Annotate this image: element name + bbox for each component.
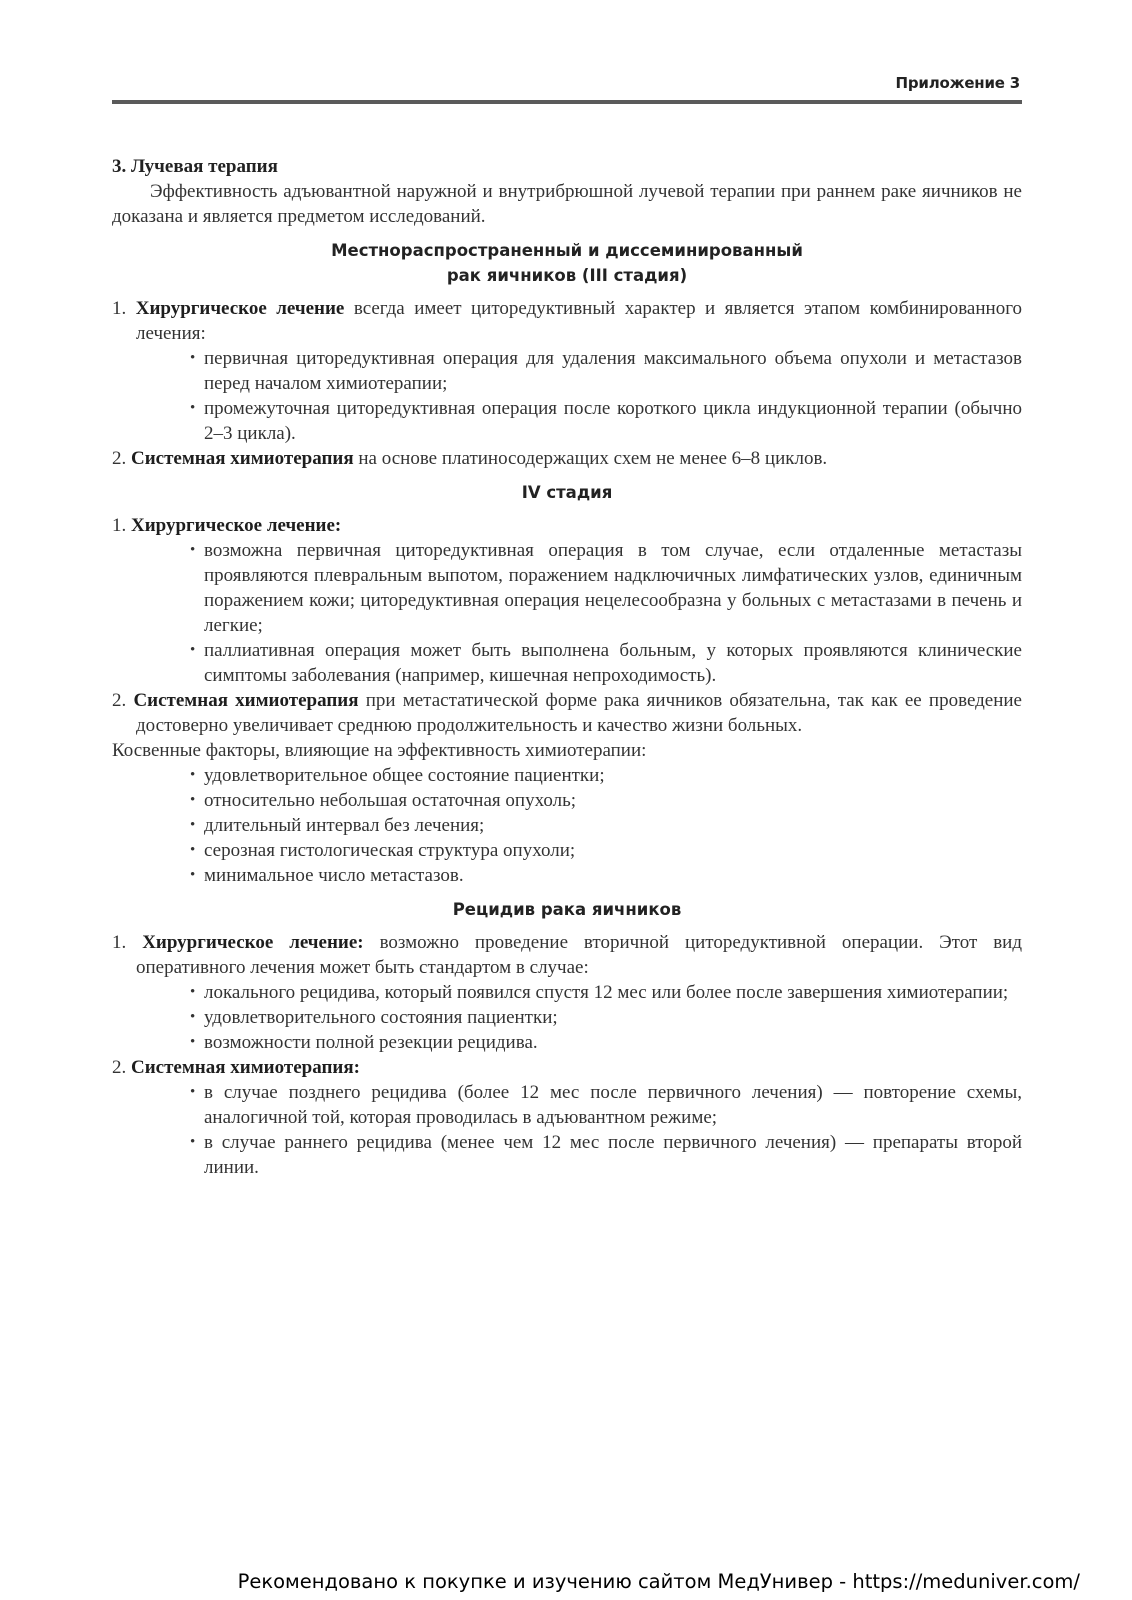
list-item: • в случае раннего рецидива (менее чем 12 мес после первичного лечения) — препараты второй линии. (190, 1130, 1022, 1180)
stage3-item-surgery (112, 296, 1022, 346)
item-lead: Хирургическое лечение (135, 298, 345, 319)
list-item: • первичная циторедуктивная операция для удаления максимального объема опухоли и метастазов перед началом химиотерапии; (190, 346, 1022, 396)
factors-intro: Косвенные факторы, влияющие на эффективность химиотерапии: (112, 740, 647, 761)
subheading-stage4: IV стадия (521, 483, 613, 502)
list-item: • удовлетворительное общее состояние пациентки; (190, 763, 1022, 788)
relapse-surgery-list (112, 980, 1022, 1055)
subheading-stage3 (112, 238, 1022, 288)
running-head: Приложение 3 (895, 74, 1020, 92)
list-item: • в случае позднего рецидива (более 12 мес после первичного лечения) — повторение схемы, аналогичной той, которая проводилась в адъювантном режиме; (190, 1080, 1022, 1130)
header-rule (112, 100, 1022, 104)
item-number: 2. (112, 448, 127, 469)
footer-recommendation: Рекомендовано к покупке и изучению сайтом МедУнивер - https://meduniver.com/ (237, 1570, 1080, 1593)
list-item: • промежуточная циторедуктивная операция после короткого цикла индукционной терапии (обычно 2–3 цикла). (190, 396, 1022, 446)
item-lead: Системная химиотерапия (133, 690, 359, 711)
stage4-item-surgery (112, 513, 1022, 538)
subheading-stage3-line2: рак яичников (III стадия) (446, 266, 688, 285)
list-item: • паллиативная операция может быть выполнена больным, у которых проявляются клинические симптомы заболевания (например, кишечная непроходимость). (190, 638, 1022, 688)
section-title-radiation: 3. Лучевая терапия (112, 156, 278, 177)
subheading-relapse: Рецидив рака яичников (452, 900, 682, 919)
item-text: всегда имеет циторедуктивный характер и является этапом комбинированного лечения: (136, 298, 1023, 344)
relapse-item-surgery (112, 930, 1022, 980)
list-item: • серозная гистологическая структура опухоли; (190, 838, 1022, 863)
item-text: на основе платиносодержащих схем не менее 6–8 циклов. (358, 448, 828, 469)
radiation-paragraph: Эффективность адъювантной наружной и внутрибрюшной лучевой терапии при раннем раке яичников не доказана и является предметом исследований. (112, 181, 1022, 227)
factors-list (112, 763, 1022, 888)
item-text: возможно проведение вторичной циторедуктивной операции. Этот вид оперативного лечения может быть стандартом в случае: (136, 932, 1023, 978)
stage4-surgery-list (112, 538, 1022, 688)
list-item: • длительный интервал без лечения; (190, 813, 1022, 838)
item-number: 2. (112, 1057, 127, 1078)
list-item: • локального рецидива, который появился спустя 12 мес или более после завершения химиотерапии; (190, 980, 1022, 1005)
list-item: • возможности полной резекции рецидива. (190, 1030, 1022, 1055)
item-number: 1. (112, 932, 127, 953)
item-number: 2. (112, 690, 127, 711)
subheading-stage3-line1: Местнораспространенный и диссеминированный (331, 241, 803, 260)
list-item: • относительно небольшая остаточная опухоль; (190, 788, 1022, 813)
stage4-item-chemo (112, 688, 1022, 738)
item-lead: Системная химиотерапия (131, 448, 354, 469)
stage3-surgery-list (112, 346, 1022, 446)
item-number: 1. (112, 298, 127, 319)
list-item: • минимальное число метастазов. (190, 863, 1022, 888)
stage3-item-chemo (112, 446, 1022, 471)
relapse-chemo-list (112, 1080, 1022, 1180)
item-text: при метастатической форме рака яичников обязательна, так как ее проведение достоверно увеличивает среднюю продолжительность и качество жизни больных. (136, 690, 1022, 736)
item-number: 1. (112, 515, 127, 536)
item-lead: Хирургическое лечение: (142, 932, 364, 953)
list-item: • удовлетворительного состояния пациентки; (190, 1005, 1022, 1030)
item-lead: Системная химиотерапия: (131, 1057, 360, 1078)
relapse-item-chemo (112, 1055, 1022, 1080)
page-content (112, 154, 1022, 1180)
item-lead: Хирургическое лечение: (131, 515, 342, 536)
list-item: • возможна первичная циторедуктивная операция в том случае, если отдаленные метастазы проявляются плевральным выпотом, поражением надключичных лимфатических узлов, единичным поражением кожи; циторедуктивная операция нецелесообразна у больных с метастазами в печень и легкие; (190, 538, 1022, 638)
